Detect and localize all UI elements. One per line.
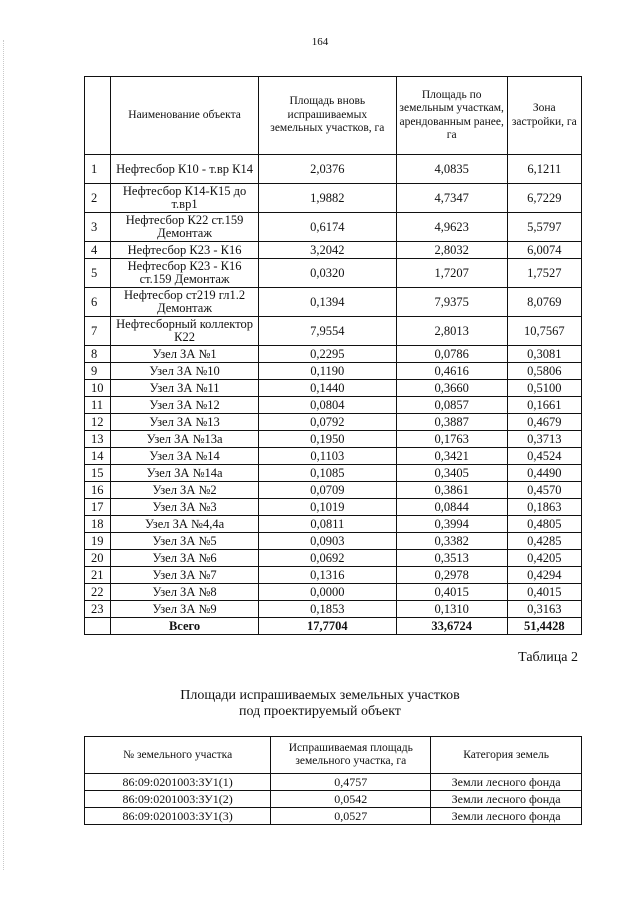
new-area-value: 0,1950 (258, 431, 396, 448)
leased-area-value: 0,3513 (396, 550, 507, 567)
table-row (85, 482, 582, 499)
leased-area-value: 1,7207 (396, 259, 507, 288)
row-number: 18 (85, 516, 111, 533)
object-name: Нефтесбор К22 ст.159 Демонтаж (111, 213, 259, 242)
new-area-value: 0,0811 (258, 516, 396, 533)
object-name: Узел ЗА №3 (111, 499, 259, 516)
row-number: 15 (85, 465, 111, 482)
row-number: 11 (85, 397, 111, 414)
leased-area-value: 0,3887 (396, 414, 507, 431)
land-plots-table (84, 736, 582, 825)
zone-value: 1,7527 (507, 259, 581, 288)
table-row (85, 533, 582, 550)
leased-area-value: 7,9375 (396, 288, 507, 317)
table-row (85, 499, 582, 516)
object-name: Узел ЗА №4,4а (111, 516, 259, 533)
object-name: Узел ЗА №14 (111, 448, 259, 465)
header-number (85, 77, 111, 155)
new-area-value: 0,1316 (258, 567, 396, 584)
new-area-value: 0,1103 (258, 448, 396, 465)
new-area-value: 0,0792 (258, 414, 396, 431)
zone-value: 10,7567 (507, 317, 581, 346)
zone-value: 0,4490 (507, 465, 581, 482)
zone-value: 0,4015 (507, 584, 581, 601)
new-area-value: 0,1440 (258, 380, 396, 397)
land-category: Земли лесного фонда (431, 791, 582, 808)
object-name: Нефтесбор К23 - К16 (111, 242, 259, 259)
header-leased-area: Площадь по земельным участкам, арендованным ранее, га (396, 77, 507, 155)
new-area-value: 2,0376 (258, 155, 396, 184)
zone-value: 0,5806 (507, 363, 581, 380)
object-name: Узел ЗА №7 (111, 567, 259, 584)
table-row (85, 213, 582, 242)
new-area-value: 0,0804 (258, 397, 396, 414)
object-name: Нефтесбор К14-К15 до т.вр1 (111, 184, 259, 213)
land-category: Земли лесного фонда (431, 808, 582, 825)
leased-area-value: 0,3994 (396, 516, 507, 533)
table-row (85, 567, 582, 584)
object-name: Узел ЗА №9 (111, 601, 259, 618)
object-name: Узел ЗА №1 (111, 346, 259, 363)
leased-area-value: 0,4015 (396, 584, 507, 601)
leased-area-value: 2,8032 (396, 242, 507, 259)
scan-edge-marks (3, 40, 5, 870)
row-number: 10 (85, 380, 111, 397)
new-area-value: 0,1853 (258, 601, 396, 618)
zone-value: 0,4805 (507, 516, 581, 533)
row-number: 3 (85, 213, 111, 242)
zone-value: 0,4294 (507, 567, 581, 584)
zone-value: 0,4205 (507, 550, 581, 567)
object-name: Узел ЗА №13а (111, 431, 259, 448)
zone-value: 0,3081 (507, 346, 581, 363)
zone-value: 0,4679 (507, 414, 581, 431)
leased-area-value: 0,3382 (396, 533, 507, 550)
zone-value: 6,0074 (507, 242, 581, 259)
table-row (85, 808, 582, 825)
table-row (85, 465, 582, 482)
zone-value: 5,5797 (507, 213, 581, 242)
row-number: 21 (85, 567, 111, 584)
leased-area-value: 4,7347 (396, 184, 507, 213)
leased-area-value: 0,3861 (396, 482, 507, 499)
object-name: Узел ЗА №6 (111, 550, 259, 567)
row-number: 19 (85, 533, 111, 550)
zone-value: 6,1211 (507, 155, 581, 184)
plot-number: 86:09:0201003:ЗУ1(2) (85, 791, 271, 808)
total-zone-value: 51,4428 (507, 618, 581, 635)
new-area-value: 0,6174 (258, 213, 396, 242)
leased-area-value: 0,1763 (396, 431, 507, 448)
row-number: 5 (85, 259, 111, 288)
table-row (85, 317, 582, 346)
zone-value: 0,4285 (507, 533, 581, 550)
table-row (85, 414, 582, 431)
caption-line-1: Площади испрашиваемых земельных участков (180, 688, 460, 703)
zone-value: 8,0769 (507, 288, 581, 317)
leased-area-value: 0,3405 (396, 465, 507, 482)
leased-area-value: 0,0844 (396, 499, 507, 516)
table-row (85, 346, 582, 363)
page-number: 164 (311, 36, 329, 48)
zone-value: 0,1661 (507, 397, 581, 414)
table-row (85, 791, 582, 808)
object-name: Нефтесборный коллектор К22 (111, 317, 259, 346)
leased-area-value: 0,0857 (396, 397, 507, 414)
object-name: Нефтесбор ст219 гл1.2 Демонтаж (111, 288, 259, 317)
table-row (85, 550, 582, 567)
leased-area-value: 4,0835 (396, 155, 507, 184)
new-area-value: 0,1085 (258, 465, 396, 482)
row-number: 2 (85, 184, 111, 213)
object-name: Узел ЗА №11 (111, 380, 259, 397)
table-header-row (85, 77, 582, 155)
object-name: Узел ЗА №13 (111, 414, 259, 431)
leased-area-value: 0,2978 (396, 567, 507, 584)
row-number: 8 (85, 346, 111, 363)
object-name: Узел ЗА №14а (111, 465, 259, 482)
caption-line-2: под проектируемый объект (239, 704, 401, 719)
total-row (85, 618, 582, 635)
objects-area-table (84, 76, 582, 635)
requested-area-value: 0,0542 (271, 791, 431, 808)
new-area-value: 0,0320 (258, 259, 396, 288)
new-area-value: 1,9882 (258, 184, 396, 213)
object-name: Узел ЗА №10 (111, 363, 259, 380)
row-number: 1 (85, 155, 111, 184)
row-number: 6 (85, 288, 111, 317)
leased-area-value: 0,0786 (396, 346, 507, 363)
header-land-category: Категория земель (431, 737, 582, 774)
leased-area-value: 0,3421 (396, 448, 507, 465)
zone-value: 0,3713 (507, 431, 581, 448)
table-row (85, 259, 582, 288)
table-row (85, 363, 582, 380)
row-number: 7 (85, 317, 111, 346)
object-name: Нефтесбор К10 - т.вр К14 (111, 155, 259, 184)
row-number: 16 (85, 482, 111, 499)
object-name: Узел ЗА №12 (111, 397, 259, 414)
new-area-value: 0,1394 (258, 288, 396, 317)
header-object-name: Наименование объекта (111, 77, 259, 155)
object-name: Узел ЗА №5 (111, 533, 259, 550)
row-number: 12 (85, 414, 111, 431)
new-area-value: 0,0903 (258, 533, 396, 550)
row-number: 14 (85, 448, 111, 465)
new-area-value: 0,0709 (258, 482, 396, 499)
zone-value: 0,4524 (507, 448, 581, 465)
zone-value: 0,4570 (507, 482, 581, 499)
plot-number: 86:09:0201003:ЗУ1(1) (85, 774, 271, 791)
row-number: 20 (85, 550, 111, 567)
total-row-number (85, 618, 111, 635)
total-leased-area-value: 33,6724 (396, 618, 507, 635)
leased-area-value: 4,9623 (396, 213, 507, 242)
row-number: 4 (85, 242, 111, 259)
header-zone: Зона застройки, га (507, 77, 581, 155)
table-row (85, 448, 582, 465)
table-row (85, 516, 582, 533)
table-2-caption (0, 688, 640, 720)
leased-area-value: 0,4616 (396, 363, 507, 380)
table-row (85, 774, 582, 791)
zone-value: 0,1863 (507, 499, 581, 516)
object-name: Нефтесбор К23 - К16 ст.159 Демонтаж (111, 259, 259, 288)
row-number: 9 (85, 363, 111, 380)
table-row (85, 601, 582, 618)
table-row (85, 431, 582, 448)
plot-number: 86:09:0201003:ЗУ1(3) (85, 808, 271, 825)
table-row (85, 584, 582, 601)
leased-area-value: 2,8013 (396, 317, 507, 346)
table-row (85, 184, 582, 213)
leased-area-value: 0,1310 (396, 601, 507, 618)
leased-area-value: 0,3660 (396, 380, 507, 397)
new-area-value: 0,0692 (258, 550, 396, 567)
new-area-value: 0,1190 (258, 363, 396, 380)
row-number: 23 (85, 601, 111, 618)
zone-value: 0,3163 (507, 601, 581, 618)
total-object-name: Всего (111, 618, 259, 635)
row-number: 17 (85, 499, 111, 516)
total-new-area-value: 17,7704 (258, 618, 396, 635)
new-area-value: 0,2295 (258, 346, 396, 363)
object-name: Узел ЗА №2 (111, 482, 259, 499)
requested-area-value: 0,4757 (271, 774, 431, 791)
new-area-value: 7,9554 (258, 317, 396, 346)
zone-value: 0,5100 (507, 380, 581, 397)
header-plot-number: № земельного участка (85, 737, 271, 774)
header-new-area: Площадь вновь испрашиваемых земельных участков, га (258, 77, 396, 155)
table-header-row (85, 737, 582, 774)
table-row (85, 155, 582, 184)
requested-area-value: 0,0527 (271, 808, 431, 825)
row-number: 13 (85, 431, 111, 448)
row-number: 22 (85, 584, 111, 601)
table-row (85, 380, 582, 397)
table-2-label: Таблица 2 (518, 650, 578, 665)
new-area-value: 0,1019 (258, 499, 396, 516)
table-row (85, 288, 582, 317)
new-area-value: 3,2042 (258, 242, 396, 259)
land-category: Земли лесного фонда (431, 774, 582, 791)
object-name: Узел ЗА №8 (111, 584, 259, 601)
header-requested-area: Испрашиваемая площадь земельного участка, га (271, 737, 431, 774)
zone-value: 6,7229 (507, 184, 581, 213)
new-area-value: 0,0000 (258, 584, 396, 601)
table-row (85, 242, 582, 259)
table-row (85, 397, 582, 414)
